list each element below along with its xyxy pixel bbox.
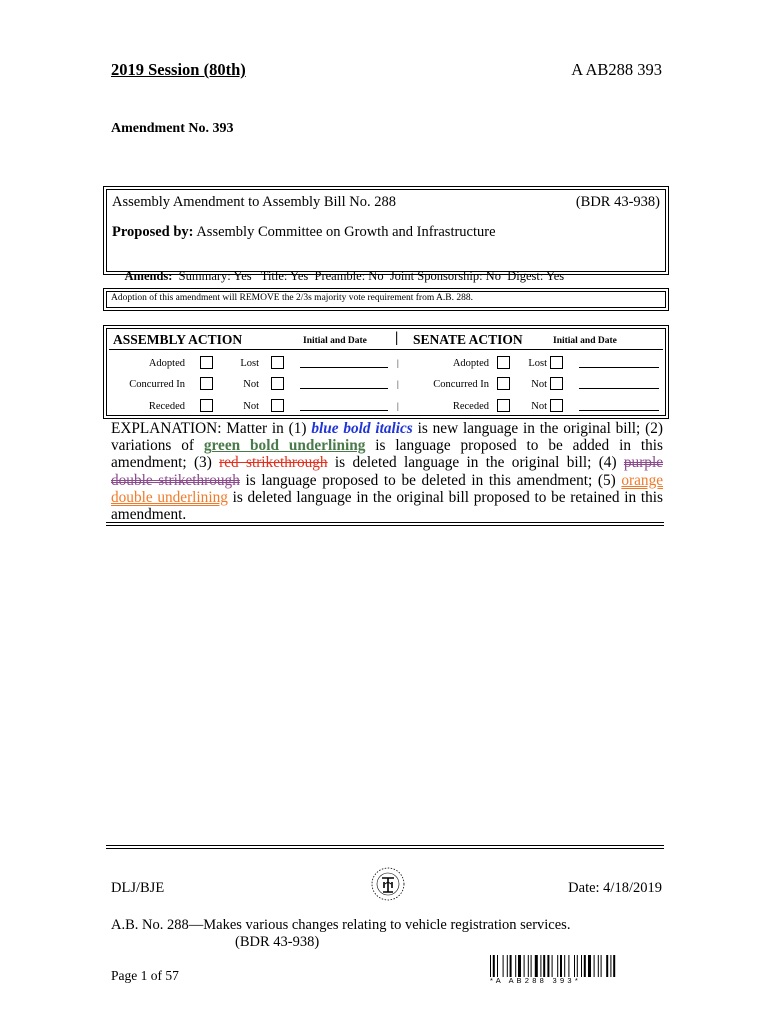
senate-action-title: SENATE ACTION (413, 332, 523, 347)
adoption-note-box (106, 291, 666, 308)
assembly-initial-date-label: Initial and Date (303, 336, 367, 346)
row-divider: | (397, 358, 399, 368)
assembly-concurred-label: Concurred In (129, 379, 185, 390)
bdr-number: (BDR 43-938) (575, 194, 660, 210)
explanation-text: is deleted language in the original bill proposed to be retained in this amendment. (111, 488, 663, 524)
red-strikethrough-sample: red strikethrough (219, 454, 328, 472)
orange-double-underline-sample: orange double underlining (111, 471, 664, 506)
page-number: Page 1 of 57 (111, 968, 179, 983)
barcode-text: * A A B 2 8 8 3 9 3 * (490, 976, 579, 985)
senate-concurred-checkbox[interactable] (497, 377, 510, 390)
explanation-text: is new language in the original bill; (2) variations of (111, 420, 663, 455)
senate-initial-line[interactable] (579, 388, 659, 389)
senate-not-receded-label: Not (531, 401, 547, 412)
proposed-by (112, 224, 496, 241)
row-divider: | (397, 401, 399, 411)
senate-concurred-label: Concurred In (433, 379, 489, 390)
senate-not-concurred-label: Not (531, 379, 547, 390)
state-seal-icon (370, 866, 406, 902)
explanation-text: EXPLANATION: Matter in (1) (111, 420, 312, 437)
blue-italics-sample: blue bold italics (311, 420, 413, 437)
proposed-by-label: Proposed by: (112, 224, 194, 240)
assembly-not-concurred-label: Not (243, 379, 259, 390)
proposed-by-value: Assembly Committee on Growth and Infrastructure (193, 224, 496, 240)
amends-value: Summary: Yes Title: Yes Preamble: No Joint Sponsorship: No Digest: Yes (178, 269, 565, 283)
senate-adopted-checkbox[interactable] (497, 356, 510, 369)
session-title: 2019 Session (80th) (111, 60, 246, 79)
assembly-not-receded-checkbox[interactable] (271, 399, 284, 412)
senate-initial-line[interactable] (579, 410, 659, 411)
assembly-adopted-checkbox[interactable] (200, 356, 213, 369)
adoption-note: Adoption of this amendment will REMOVE the 2/3s majority vote requirement from A.B. 288. (111, 293, 474, 303)
explanation-paragraph (111, 420, 663, 523)
senate-not-receded-checkbox[interactable] (550, 399, 563, 412)
assembly-lost-label: Lost (240, 358, 259, 369)
assembly-adopted-label: Adopted (148, 358, 185, 369)
amendment-info-box (106, 189, 666, 283)
footer-bdr: (BDR 43-938) (235, 934, 320, 950)
assembly-action-title: ASSEMBLY ACTION (113, 332, 243, 347)
senate-lost-label: Lost (528, 358, 547, 369)
purple-double-strike-sample: purple double strikethrough (111, 454, 663, 489)
barcode-icon (490, 955, 662, 977)
table-divider: | (395, 330, 399, 346)
assembly-not-concurred-checkbox[interactable] (271, 377, 284, 390)
senate-initial-date-label: Initial and Date (553, 336, 617, 346)
document-id: A AB288 393 (571, 60, 662, 79)
row-divider: | (397, 379, 399, 389)
explanation-text: is deleted language in the original bill; (4) (327, 454, 624, 472)
bill-summary: A.B. No. 288—Makes various changes relating to vehicle registration services. (111, 917, 571, 933)
assembly-receded-label: Receded (148, 401, 185, 412)
explanation-text: is language proposed to be deleted in this amendment; (5) (239, 471, 622, 489)
assembly-initial-line[interactable] (300, 367, 388, 368)
green-underline-sample: green bold underlining (203, 437, 366, 455)
assembly-concurred-checkbox[interactable] (200, 377, 213, 390)
assembly-initial-line[interactable] (300, 410, 388, 411)
table-header-rule (109, 349, 663, 350)
amendment-title: Assembly Amendment to Assembly Bill No. 288 (112, 194, 396, 210)
amendment-date: Date: 4/18/2019 (568, 880, 662, 896)
assembly-receded-checkbox[interactable] (200, 399, 213, 412)
assembly-initial-line[interactable] (300, 388, 388, 389)
assembly-not-receded-label: Not (243, 401, 259, 412)
action-table (106, 328, 666, 416)
footer-rule (106, 845, 664, 849)
senate-not-concurred-checkbox[interactable] (550, 377, 563, 390)
assembly-lost-checkbox[interactable] (271, 356, 284, 369)
explanation-text: is language proposed to be added in this amendment; (3) (111, 437, 664, 472)
senate-receded-checkbox[interactable] (497, 399, 510, 412)
senate-initial-line[interactable] (579, 367, 659, 368)
senate-lost-checkbox[interactable] (550, 356, 563, 369)
senate-adopted-label: Adopted (452, 358, 489, 369)
amendment-number: Amendment No. 393 (111, 121, 234, 136)
senate-receded-label: Receded (452, 401, 489, 412)
drafter-initials: DLJ/BJE (111, 880, 165, 896)
amends-label: Amends: (124, 269, 173, 283)
explanation-rule (106, 522, 664, 526)
